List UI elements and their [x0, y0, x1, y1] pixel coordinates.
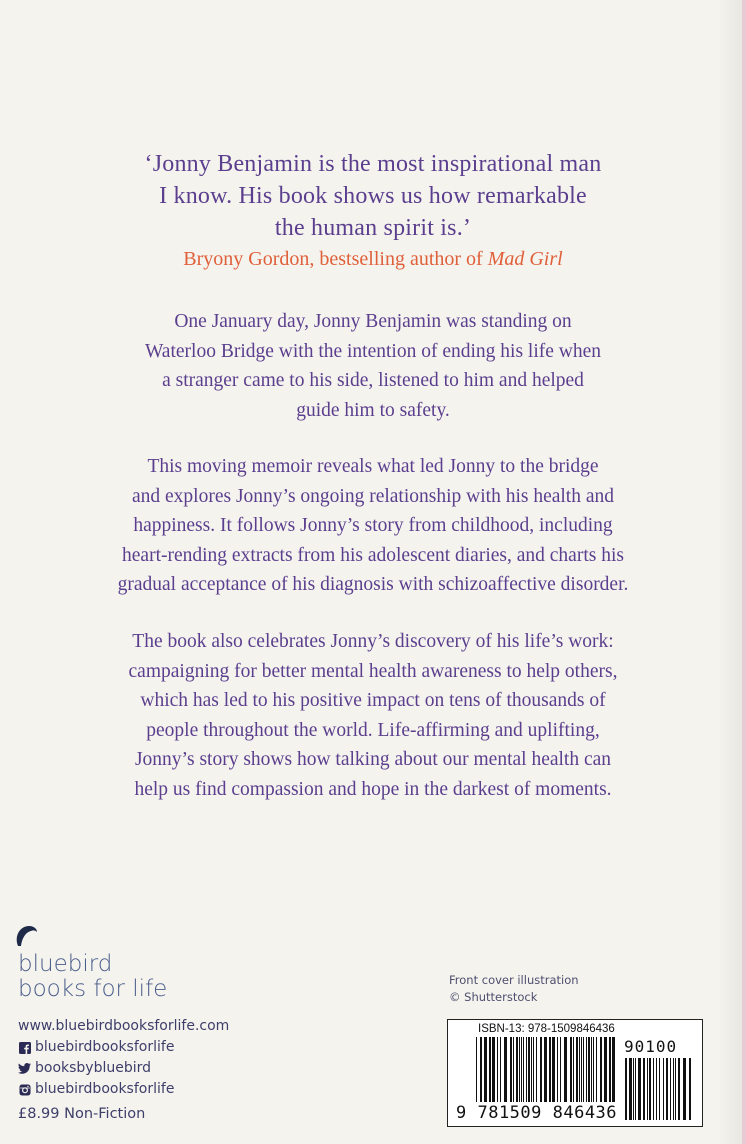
paragraph-line: gradual acceptance of his diagnosis with schizoaffective disorder.: [117, 574, 629, 595]
quote-line: the human spirit is.’: [274, 215, 472, 241]
cover-credit: [449, 972, 579, 1006]
barcode-bar: [604, 1037, 607, 1102]
blurb-paragraph-2: [0, 452, 746, 600]
barcode-bar: [526, 1037, 527, 1102]
barcode-bar: [523, 1037, 524, 1102]
barcode-bar: [643, 1058, 645, 1120]
barcode-bar: [588, 1037, 590, 1102]
publisher-contacts: [18, 1016, 229, 1100]
blurb-paragraph-3: [0, 627, 746, 804]
price-category: £8.99 Non-Fiction: [18, 1106, 146, 1122]
publisher-brand: [18, 952, 167, 1002]
paragraph-line: The book also celebrates Jonny’s discovery of his life’s work:: [132, 631, 614, 652]
barcode-bar: [625, 1058, 627, 1120]
brand-name: bluebird: [18, 951, 113, 977]
barcode-bar: [586, 1037, 587, 1102]
isbn-label: ISBN-13: 978-1509846436: [478, 1023, 615, 1035]
barcode-bar: [540, 1037, 542, 1102]
paragraph-line: campaigning for better mental health awareness to help others,: [128, 660, 618, 682]
barcode-bar: [649, 1058, 651, 1120]
barcode-bar: [564, 1037, 567, 1102]
barcode-bar: [570, 1037, 572, 1102]
isbn-barcode-block: [447, 1019, 703, 1127]
barcode-bar: [678, 1058, 680, 1120]
attribution-author: Bryony Gordon, bestselling author of: [183, 248, 488, 270]
barcode-bar: [519, 1037, 520, 1102]
barcode-bar: [504, 1037, 507, 1102]
barcode-bar: [576, 1037, 578, 1102]
endorsement-quote: [0, 148, 746, 244]
barcode-bar: [600, 1037, 602, 1102]
barcode-bar: [557, 1037, 558, 1102]
barcode-bar: [670, 1058, 671, 1120]
paragraph-line: happiness. It follows Jonny’s story from childhood, including: [133, 515, 613, 536]
barcode-bar: [484, 1037, 487, 1102]
barcode-bar: [531, 1037, 532, 1102]
barcode-bar: [489, 1037, 491, 1102]
barcode-bar: [656, 1058, 657, 1120]
paragraph-line: help us find compassion and hope in the darkest of moments.: [134, 778, 612, 800]
barcode-bar: [528, 1037, 530, 1102]
barcode-bar: [510, 1037, 512, 1102]
barcode-bar: [560, 1037, 561, 1102]
brand-tagline: books for life: [18, 976, 168, 1002]
barcode-bar: [476, 1037, 477, 1102]
facebook-handle[interactable]: bluebirdbooksforlife: [35, 1039, 175, 1055]
barcode-bar: [591, 1037, 592, 1102]
barcode-bar: [675, 1058, 676, 1120]
barcode-bar: [497, 1037, 498, 1102]
paragraph-line: One January day, Jonny Benjamin was standing on: [174, 311, 572, 332]
barcode-bar: [513, 1037, 514, 1102]
barcode-bar: [596, 1037, 597, 1102]
barcode-bar: [552, 1037, 555, 1102]
twitter-icon: [18, 1062, 31, 1075]
barcode-bar: [492, 1037, 495, 1102]
instagram-icon: [18, 1083, 31, 1096]
quote-line: I know. His book shows us how remarkable: [159, 183, 587, 209]
paragraph-line: and explores Jonny’s ongoing relationship with his health and: [131, 485, 614, 507]
barcode-bar: [544, 1037, 547, 1102]
barcode-bar: [583, 1037, 584, 1102]
isbn-digits: 9 781509 846436: [456, 1103, 618, 1123]
barcode-bar: [536, 1037, 537, 1102]
instagram-row: [18, 1079, 229, 1100]
attribution-book-title: Mad Girl: [487, 248, 563, 270]
barcode-bar: [683, 1058, 686, 1120]
instagram-handle[interactable]: bluebirdbooksforlife: [35, 1081, 175, 1097]
barcode-bar: [673, 1058, 674, 1120]
barcode-bar: [516, 1037, 518, 1102]
credit-line: Front cover illustration: [449, 973, 579, 987]
barcode-bar: [647, 1058, 648, 1120]
paragraph-line: This moving memoir reveals what led Jonny to the bridge: [147, 456, 599, 477]
barcode-bar: [579, 1037, 580, 1102]
bluebird-logo-icon: [12, 922, 40, 950]
barcode-bar: [659, 1058, 660, 1120]
facebook-icon: [18, 1041, 31, 1054]
barcode-bar: [533, 1037, 534, 1102]
paragraph-line: guide him to safety.: [296, 399, 450, 421]
barcode-bar: [633, 1058, 634, 1120]
twitter-row: [18, 1058, 229, 1079]
credit-line: © Shutterstock: [449, 990, 538, 1004]
barcode-bar: [549, 1037, 551, 1102]
barcode-bar: [689, 1058, 691, 1120]
barcode-bar: [638, 1058, 641, 1120]
barcode-bar: [629, 1058, 632, 1120]
quote-attribution: [0, 245, 746, 273]
quote-line: ‘Jonny Benjamin is the most inspirational man: [144, 151, 602, 177]
barcode-bar: [666, 1058, 668, 1120]
barcode-bar: [480, 1037, 482, 1102]
barcode-bar: [653, 1058, 654, 1120]
paragraph-line: Waterloo Bridge with the intention of ending his life when: [144, 340, 602, 362]
barcode-bar: [609, 1037, 611, 1102]
barcode-bar: [663, 1058, 664, 1120]
paragraph-line: which has led to his positive impact on tens of thousands of: [140, 690, 606, 711]
addon-digits: 90100: [624, 1037, 678, 1056]
paragraph-line: a stranger came to his side, listened to him and helped: [162, 370, 584, 391]
paragraph-line: Jonny’s story shows how talking about our mental health can: [134, 749, 612, 770]
barcode-bar: [500, 1037, 501, 1102]
paragraph-line: heart-rending extracts from his adolescent diaries, and charts his: [122, 544, 624, 566]
facebook-row: [18, 1037, 229, 1058]
paragraph-line: people throughout the world. Life-affirming and uplifting,: [146, 719, 600, 741]
barcode-bar: [635, 1058, 636, 1120]
barcode-bar: [612, 1037, 615, 1102]
blurb-paragraph-1: [0, 307, 746, 425]
twitter-handle[interactable]: booksbybluebird: [35, 1060, 152, 1076]
barcode-bar: [521, 1037, 522, 1102]
barcode-bar: [573, 1037, 574, 1102]
website-link[interactable]: www.bluebirdbooksforlife.com: [18, 1018, 230, 1034]
barcode-bar: [593, 1037, 594, 1102]
barcode-bar: [581, 1037, 582, 1102]
website-row: [18, 1016, 229, 1037]
